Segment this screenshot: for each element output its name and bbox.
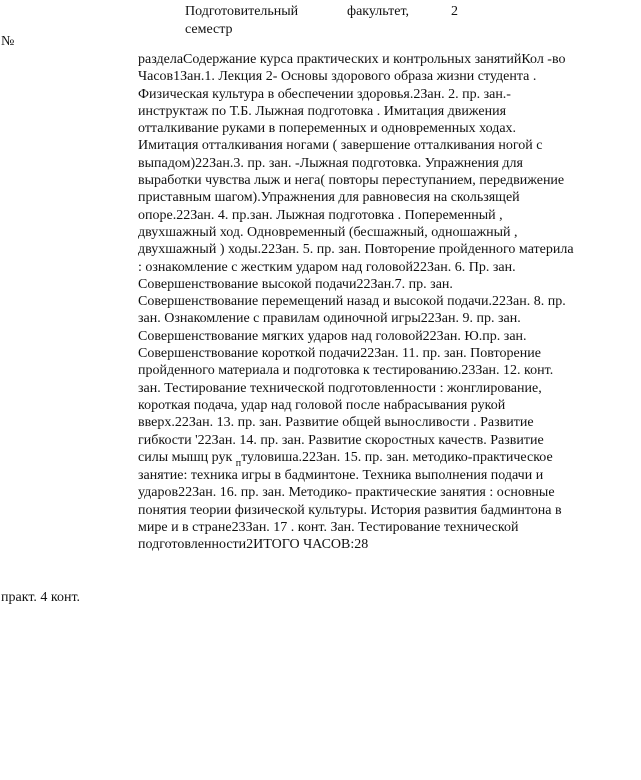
header-line-1: [185, 3, 485, 21]
hours-summary-footer: практ. 4 конт.: [1, 590, 81, 605]
course-content-part-2: туловиша.22Зан. 15. пр. зан. методико-практическое занятие: техника игры в бадминтоне. Техника выполнения подачи и ударов22Зан. 16. пр. зан. Методико- практические занятия : основные понятия теории физической культуры. История развития бадминтона в мире и в стране23Зан. 17 . конт. Зан. Тестирование технической подготовленности2ИТОГО ЧАСОВ:28: [138, 449, 562, 553]
header-semester-number: 2: [451, 4, 458, 19]
course-content-part-1: разделаСодержание курса практических и контрольных занятийКол -во Часов1Зан.1. Лекция 2- Основы здорового образа жизни студента . Физическая культура в обеспечении здоровья.2Зан. 2. пр. зан.- инструктаж по Т.Б. Лыжная подготовка . Имитация движения отталкивание руками в попеременных и одновременных ходах. Имитация отталкивания ногами ( завершение отталкивания ногой с выпадом)22Зан.3. пр. зан. -Лыжная подготовка. Упражнения для выработки чувства лыж и нега( повторы переступанием, передвижение приставным шагом).Упражнения для равновесия на скользящей опоре.22Зан. 4. пр.зан. Лыжная подготовка . Попеременный , двухшажный ход. Одновременный (бесшажный, одношажный , двухшажный ) ходы.22Зан. 5. пр. зан. Повторение пройденного материла : ознакомление с жестким ударом над головой22Зан. 6. Пр. зан. Совершенствование высокой подачи22Зан.7. пр. зан. Совершенствование перемещений назад и высокой подачи.22Зан. 8. пр. зан. Ознакомление с правилам одиночной игры22Зан. 9. пр. зан. Совершенствование мягких ударов над головой22Зан. Ю.пр. зан. Совершенствование короткой подачи22Зан. 11. пр. зан. Повторение пройденного материала и подготовка к тестированию.23Зан. 12. конт. зан. Тестирование технической подготовленности : жонглирование, короткая подача, удар над головой после набрасывания рукой вверх.22Зан. 13. пр. зан. Развитие общей выносливости . Развитие гибкости '22Зан. 14. пр. зан. Развитие скоростных качеств. Развитие силы мышц рук: [138, 52, 574, 465]
header-semester-word: семестр: [185, 22, 233, 37]
course-content-text: [138, 51, 638, 554]
document-header: [185, 3, 485, 39]
number-sign: №: [1, 34, 15, 49]
header-faculty-label: Подготовительный: [185, 4, 299, 19]
course-content-subscript: п: [235, 457, 242, 469]
header-faculty-word: факультет,: [347, 4, 410, 19]
